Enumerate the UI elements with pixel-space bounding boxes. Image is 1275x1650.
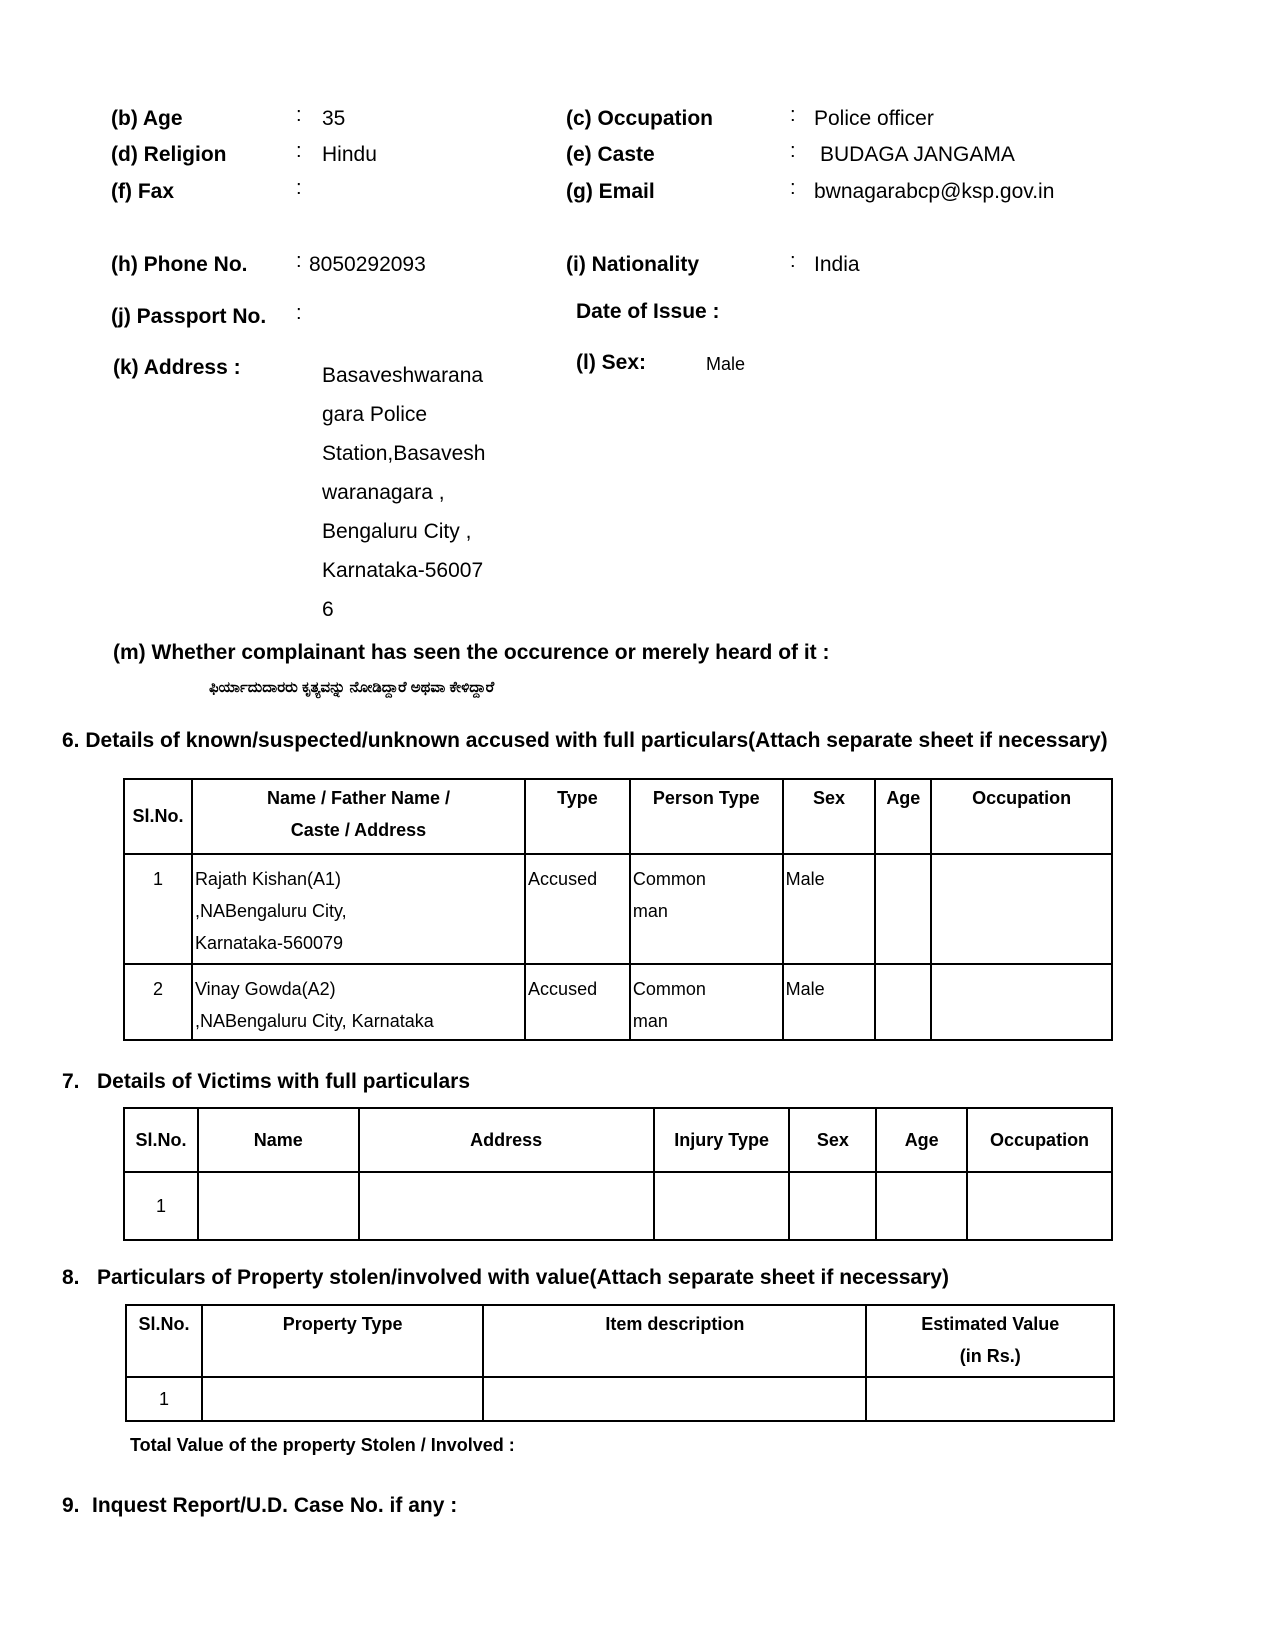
header-address: Address bbox=[359, 1108, 654, 1172]
sex-value: Male bbox=[706, 354, 746, 374]
header-occupation: Occupation bbox=[931, 779, 1112, 854]
property-table-header bbox=[126, 1305, 1114, 1377]
header-estimated-value-line1: Estimated Value bbox=[921, 1314, 1060, 1334]
witness-kannada: ಫಿರ್ಯಾದುದಾರರು ಕೃತ್ಯವನ್ನು ನೋಡಿದ್ದಾರೆ ಅಥವಾ ಕೇಳಿದ್ದಾರೆ bbox=[209, 679, 495, 696]
row-name-text bbox=[193, 855, 524, 959]
person-type-line: man bbox=[632, 901, 668, 921]
row-person-type-text bbox=[631, 965, 782, 1037]
row-name-text bbox=[193, 965, 524, 1037]
person-type-line: man bbox=[632, 1011, 668, 1031]
row-sl-no bbox=[124, 964, 192, 1040]
row-sex bbox=[783, 964, 876, 1040]
address-label: (k) Address : bbox=[113, 356, 241, 379]
row-name bbox=[192, 854, 525, 964]
date-of-issue-label: Date of Issue : bbox=[576, 300, 720, 323]
property-total-label: Total Value of the property Stolen / Involved : bbox=[130, 1435, 515, 1455]
header-sex: Sex bbox=[783, 779, 876, 854]
occupation-label: (c) Occupation bbox=[566, 107, 714, 130]
row-type bbox=[525, 854, 630, 964]
row-age bbox=[875, 854, 931, 964]
row-occupation bbox=[931, 964, 1112, 1040]
age-label: (b) Age bbox=[111, 107, 183, 130]
header-item-description: Item description bbox=[483, 1305, 866, 1377]
email-label: (g) Email bbox=[566, 180, 655, 203]
row-sl-no: 1 bbox=[126, 1377, 202, 1421]
witness-question: (m) Whether complainant has seen the occurence or merely heard of it : bbox=[113, 641, 830, 664]
header-property-type: Property Type bbox=[202, 1305, 483, 1377]
row-name bbox=[192, 964, 525, 1040]
email-value: bwnagarabcp@ksp.gov.in bbox=[814, 180, 1055, 203]
row-occupation-text bbox=[932, 965, 1111, 973]
caste-label: (e) Caste bbox=[566, 143, 655, 166]
row-age bbox=[875, 964, 931, 1040]
nationality-colon: : bbox=[790, 250, 796, 272]
section7-title: Details of Victims with full particulars bbox=[97, 1070, 471, 1093]
section9-number: 9. bbox=[62, 1494, 80, 1517]
row-sl-no: 1 bbox=[124, 1172, 198, 1240]
passport-colon: : bbox=[296, 302, 302, 324]
fax-colon: : bbox=[296, 177, 302, 199]
section6-title: 6. Details of known/suspected/unknown accused with full particulars(Attach separate sheet if necessary) bbox=[62, 729, 1108, 752]
sex-label: (l) Sex: bbox=[576, 351, 647, 374]
header-name bbox=[192, 779, 525, 854]
row-sl-no bbox=[124, 854, 192, 964]
caste-value: BUDAGA JANGAMA bbox=[820, 143, 1015, 166]
name-line: ,NABengaluru City, bbox=[194, 901, 347, 921]
header-sl-no: Sl.No. bbox=[124, 779, 192, 854]
phone-value: 8050292093 bbox=[309, 253, 426, 276]
header-name-line1: Name / Father Name / bbox=[266, 788, 451, 808]
address-line: Karnataka-56007 bbox=[322, 559, 484, 582]
occupation-value: Police officer bbox=[814, 107, 934, 130]
row-sex bbox=[789, 1172, 876, 1240]
row-sl-no-text: 1 bbox=[152, 869, 163, 889]
header-type: Type bbox=[525, 779, 630, 854]
address-line: Basaveshwarana bbox=[322, 364, 484, 387]
section8-number: 8. bbox=[62, 1266, 80, 1289]
header-sl-no: Sl.No. bbox=[124, 1108, 198, 1172]
name-line: ,NABengaluru City, Karnataka bbox=[194, 1011, 434, 1031]
property-table bbox=[125, 1304, 1115, 1422]
row-property-type bbox=[202, 1377, 483, 1421]
row-age bbox=[876, 1172, 967, 1240]
table-row bbox=[126, 1377, 1114, 1421]
person-type-line: Common bbox=[632, 869, 706, 889]
victims-table bbox=[123, 1107, 1113, 1241]
name-line: Rajath Kishan(A1) bbox=[194, 869, 342, 889]
phone-colon: : bbox=[296, 250, 302, 272]
accused-table bbox=[123, 778, 1113, 1041]
header-person-type: Person Type bbox=[630, 779, 783, 854]
address-line: gara Police bbox=[322, 403, 428, 426]
passport-label: (j) Passport No. bbox=[111, 305, 267, 328]
header-estimated-value-line2: (in Rs.) bbox=[959, 1346, 1021, 1366]
person-type-line: Common bbox=[632, 979, 706, 999]
row-sex-text: Male bbox=[785, 979, 825, 999]
caste-colon: : bbox=[790, 140, 796, 162]
occupation-colon: : bbox=[790, 104, 796, 126]
age-colon: : bbox=[296, 104, 302, 126]
row-sex-text: Male bbox=[785, 869, 825, 889]
address-line: 6 bbox=[322, 598, 334, 621]
header-name-line2: Caste / Address bbox=[290, 820, 427, 840]
religion-label: (d) Religion bbox=[111, 143, 227, 166]
religion-colon: : bbox=[296, 140, 302, 162]
header-estimated-value bbox=[866, 1305, 1114, 1377]
row-age-text bbox=[876, 965, 930, 973]
address-value bbox=[322, 356, 507, 629]
row-person-type-text bbox=[631, 855, 782, 927]
row-name bbox=[198, 1172, 359, 1240]
row-sl-no-text: 2 bbox=[152, 979, 163, 999]
row-occupation bbox=[967, 1172, 1112, 1240]
email-colon: : bbox=[790, 177, 796, 199]
table-row bbox=[124, 964, 1112, 1040]
row-item-description bbox=[483, 1377, 866, 1421]
fax-label: (f) Fax bbox=[111, 180, 174, 203]
address-line: Station,Basavesh bbox=[322, 442, 486, 465]
section8-title: Particulars of Property stolen/involved with value(Attach separate sheet if necessary) bbox=[97, 1266, 949, 1289]
row-type bbox=[525, 964, 630, 1040]
row-type-text: Accused bbox=[528, 869, 598, 889]
row-address bbox=[359, 1172, 654, 1240]
section9-title: Inquest Report/U.D. Case No. if any : bbox=[92, 1494, 458, 1517]
victims-table-header bbox=[124, 1108, 1112, 1172]
religion-value: Hindu bbox=[322, 143, 377, 166]
header-injury-type: Injury Type bbox=[654, 1108, 790, 1172]
nationality-label: (i) Nationality bbox=[566, 253, 700, 276]
table-row bbox=[124, 1172, 1112, 1240]
name-line: Karnataka-560079 bbox=[194, 933, 344, 953]
row-person-type bbox=[630, 854, 783, 964]
row-occupation-text bbox=[932, 855, 1111, 863]
header-sl-no: Sl.No. bbox=[126, 1305, 202, 1377]
nationality-value: India bbox=[814, 253, 860, 276]
name-line: Vinay Gowda(A2) bbox=[194, 979, 336, 999]
phone-label: (h) Phone No. bbox=[111, 253, 248, 276]
header-occupation: Occupation bbox=[967, 1108, 1112, 1172]
row-sex bbox=[783, 854, 876, 964]
header-age: Age bbox=[876, 1108, 967, 1172]
row-person-type bbox=[630, 964, 783, 1040]
header-age: Age bbox=[875, 779, 931, 854]
row-estimated-value bbox=[866, 1377, 1114, 1421]
address-line: waranagara , bbox=[322, 481, 445, 504]
address-line: Bengaluru City , bbox=[322, 520, 472, 543]
age-value: 35 bbox=[322, 107, 346, 130]
accused-table-header bbox=[124, 779, 1112, 854]
header-sex: Sex bbox=[789, 1108, 876, 1172]
section7-number: 7. bbox=[62, 1070, 80, 1093]
row-occupation bbox=[931, 854, 1112, 964]
header-name: Name bbox=[198, 1108, 359, 1172]
row-injury-type bbox=[654, 1172, 790, 1240]
row-age-text bbox=[876, 855, 930, 863]
table-row bbox=[124, 854, 1112, 964]
row-type-text: Accused bbox=[528, 979, 598, 999]
